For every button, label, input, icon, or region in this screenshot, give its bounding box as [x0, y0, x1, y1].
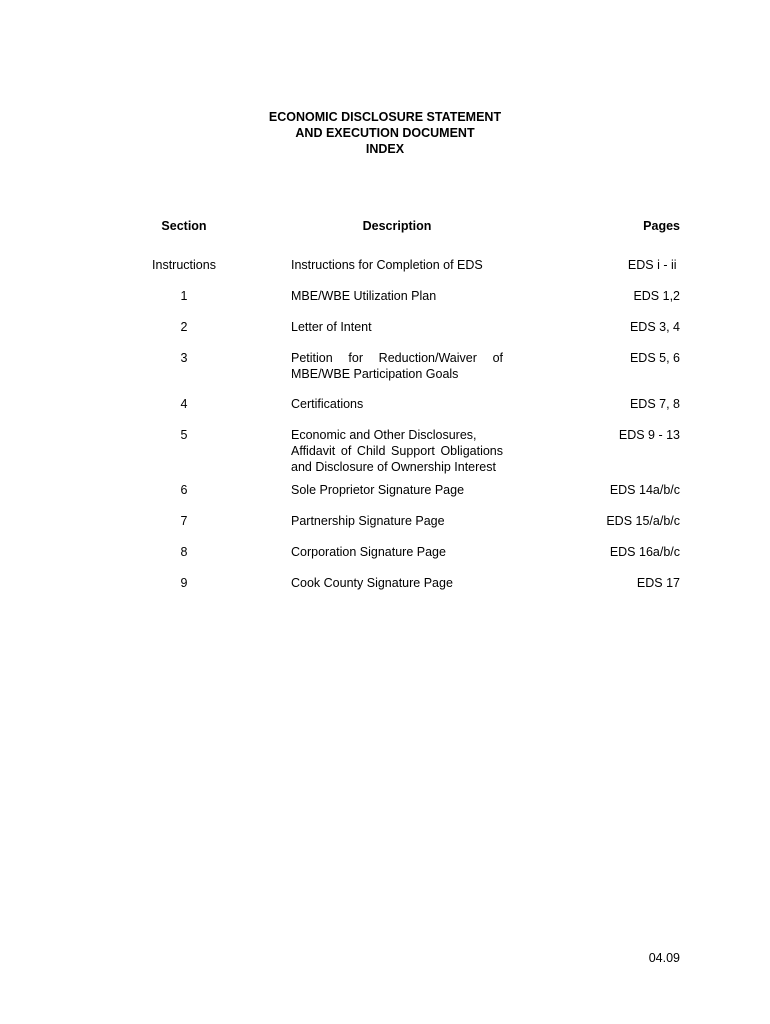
row-pages: EDS 3, 4 — [629, 320, 680, 334]
row-description — [291, 544, 503, 560]
row-pages: EDS 7, 8 — [629, 397, 680, 411]
row-pages: EDS i - ii — [627, 258, 680, 272]
row-section: 6 — [180, 483, 188, 497]
description-line: Economic and Other Disclosures, — [291, 428, 477, 442]
row-description — [291, 482, 503, 498]
row-pages: EDS 17 — [636, 576, 680, 590]
description-line: Partnership Signature Page — [291, 514, 445, 528]
column-header-section: Section — [161, 219, 207, 233]
title-line-2: AND EXECUTION DOCUMENT — [295, 126, 475, 140]
row-section: 9 — [180, 576, 188, 590]
row-section: 1 — [180, 289, 188, 303]
description-line: MBE/WBE Utilization Plan — [291, 289, 437, 303]
row-section: 3 — [180, 351, 188, 365]
column-header-description: Description — [362, 219, 432, 233]
column-header-pages: Pages — [643, 219, 680, 233]
row-section: 8 — [180, 545, 188, 559]
description-line: Sole Proprietor Signature Page — [291, 483, 465, 497]
description-line: Petition for Reduction/Waiver of — [291, 351, 503, 365]
row-description — [291, 396, 503, 412]
description-line: Affidavit of Child Support Obligations — [291, 444, 503, 458]
description-line: MBE/WBE Participation Goals — [291, 367, 459, 381]
description-line: Corporation Signature Page — [291, 545, 446, 559]
description-line: Instructions for Completion of EDS — [291, 258, 483, 272]
description-line: and Disclosure of Ownership Interest — [291, 460, 496, 474]
row-pages: EDS 16a/b/c — [609, 545, 680, 559]
description-line: Cook County Signature Page — [291, 576, 453, 590]
title-line-1: ECONOMIC DISCLOSURE STATEMENT — [268, 110, 502, 124]
description-line: Certifications — [291, 397, 364, 411]
row-section: 4 — [180, 397, 188, 411]
row-description — [291, 319, 503, 335]
title-line-3: INDEX — [365, 142, 405, 156]
row-pages: EDS 9 - 13 — [618, 428, 680, 442]
row-description — [291, 513, 503, 529]
row-section: Instructions — [152, 258, 216, 272]
document-title — [0, 109, 770, 157]
row-section: 7 — [180, 514, 188, 528]
row-pages: EDS 15/a/b/c — [606, 514, 680, 528]
row-pages: EDS 5, 6 — [629, 351, 680, 365]
description-line: Letter of Intent — [291, 320, 372, 334]
row-pages: EDS 14a/b/c — [609, 483, 680, 497]
row-description — [291, 427, 503, 475]
row-description — [291, 575, 503, 591]
row-description — [291, 257, 503, 273]
row-description — [291, 288, 503, 304]
row-description — [291, 350, 503, 382]
form-version-code: 04.09 — [648, 951, 680, 965]
row-section: 5 — [180, 428, 188, 442]
row-section: 2 — [180, 320, 188, 334]
row-pages: EDS 1,2 — [633, 289, 680, 303]
